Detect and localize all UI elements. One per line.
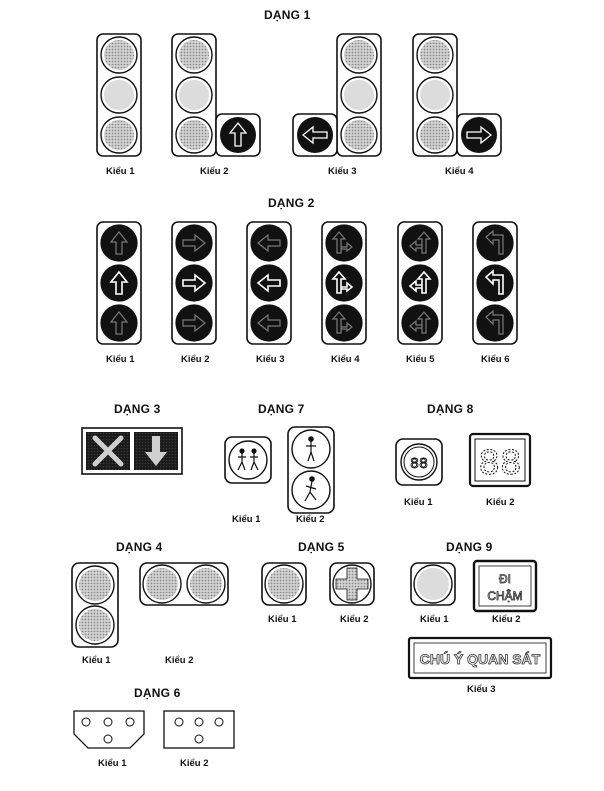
arrow-straight-left-icon [402,265,438,301]
label-dang7-kieu2: Kiểu 2 [296,514,325,525]
lamp-lens [402,265,438,301]
chu-y-quan-sat: CHÚ Ý QUAN SÁT [419,651,541,667]
label-dang2-kieu3: Kiểu 3 [256,354,285,365]
arrow-up-icon [101,225,137,261]
dang8-kieu1 [396,439,442,485]
countdown-large: 88 [478,444,522,485]
dang6-kieu1-mounting-plate [74,711,144,748]
lamp-lens [477,305,513,341]
label-dang2-kieu2: Kiểu 2 [181,354,210,365]
label-dang9-kieu2: Kiểu 2 [492,614,521,625]
lamp-lens [477,225,513,261]
di-cham-line1: ĐI [499,572,511,586]
arrow-turn-left-icon [477,225,513,261]
arrow-up-icon [101,305,137,341]
lamp-yellow [101,77,137,113]
label-dang6-kieu2: Kiểu 2 [180,758,209,769]
heading-dang5: DẠNG 5 [298,540,345,554]
lamp-lens [326,265,362,301]
dang2-kieu2 [172,222,216,344]
arrow-left-icon [251,265,287,301]
label-dang6-kieu1: Kiểu 1 [98,758,127,769]
dang9-kieu2 [474,561,536,611]
label-dang5-kieu2: Kiểu 2 [340,614,369,625]
heading-dang3: DẠNG 3 [114,402,161,416]
dang1-kieu3 [293,34,381,156]
label-dang9-kieu1: Kiểu 1 [420,614,449,625]
arrow-straight-right-icon [326,225,362,261]
arrow-turn-left-icon [477,265,513,301]
dang8-kieu2 [470,434,530,486]
label-dang1-kieu3: Kiểu 3 [328,166,357,177]
arrow-straight-right-icon [326,305,362,341]
lamp-red [101,37,137,73]
label-dang5-kieu1: Kiểu 1 [268,614,297,625]
label-dang2-kieu5: Kiểu 5 [406,354,435,365]
label-dang2-kieu6: Kiểu 6 [481,354,510,365]
arrow-right-icon [176,265,212,301]
dang6-kieu2-mounting-plate [164,711,234,748]
arrow-straight-left-icon [402,305,438,341]
label-dang8-kieu2: Kiểu 2 [486,497,515,508]
label-dang1-kieu4: Kiểu 4 [445,166,474,177]
dang5-kieu2 [330,563,374,605]
label-dang7-kieu1: Kiểu 1 [232,514,261,525]
lamp-lens [326,225,362,261]
arrow-right-icon [461,117,497,153]
label-dang9-kieu3: Kiểu 3 [467,684,496,695]
arrow-up-icon [220,117,256,153]
dang9-kieu3 [409,638,551,678]
dang1-kieu2 [172,34,260,156]
label-dang8-kieu1: Kiểu 1 [404,497,433,508]
arrow-straight-left-icon [402,225,438,261]
lamp-lens [402,305,438,341]
arrow-turn-left-icon [477,305,513,341]
arrow-right-icon [176,225,212,261]
label-dang2-kieu1: Kiểu 1 [106,354,135,365]
dang2-group [97,222,517,344]
dang9-kieu1 [411,563,455,605]
lamp-lens [402,225,438,261]
heading-dang1: DẠNG 1 [264,8,311,22]
arrow-right-icon [176,305,212,341]
dang2-kieu4 [322,222,366,344]
lamp-lens [326,305,362,341]
arrow-left-icon [251,305,287,341]
di-cham-line2: CHẬM [487,589,523,603]
label-dang1-kieu1: Kiểu 1 [106,166,135,177]
dang2-kieu1 [97,222,141,344]
heading-dang2: DẠNG 2 [268,196,315,210]
heading-dang4: DẠNG 4 [116,540,163,554]
dang7-kieu1 [225,437,271,483]
dang7-kieu2 [288,427,334,513]
dang4-kieu2 [140,563,228,605]
heading-dang6: DẠNG 6 [134,686,181,700]
dang3-lane-signals [82,428,182,474]
dang1-kieu4 [413,34,501,156]
label-dang4-kieu2: Kiểu 2 [165,655,194,666]
dang2-kieu3 [247,222,291,344]
arrow-left-icon [251,225,287,261]
arrow-left-icon [297,117,333,153]
heading-dang8: DẠNG 8 [427,402,474,416]
label-dang4-kieu1: Kiểu 1 [82,655,111,666]
dang2-kieu6 [473,222,517,344]
lamp-lens [477,265,513,301]
label-dang2-kieu4: Kiểu 4 [331,354,360,365]
arrow-up-icon [101,265,137,301]
dang5-kieu1 [262,563,306,605]
dang1-kieu1 [97,34,141,156]
dang2-kieu5 [398,222,442,344]
lamp-green [101,117,137,153]
heading-dang7: DẠNG 7 [258,402,305,416]
heading-dang9: DẠNG 9 [446,540,493,554]
label-dang1-kieu2: Kiểu 2 [200,166,229,177]
dang4-kieu1 [72,563,118,647]
arrow-straight-right-icon [326,265,362,301]
countdown-small: 88 [409,456,429,473]
